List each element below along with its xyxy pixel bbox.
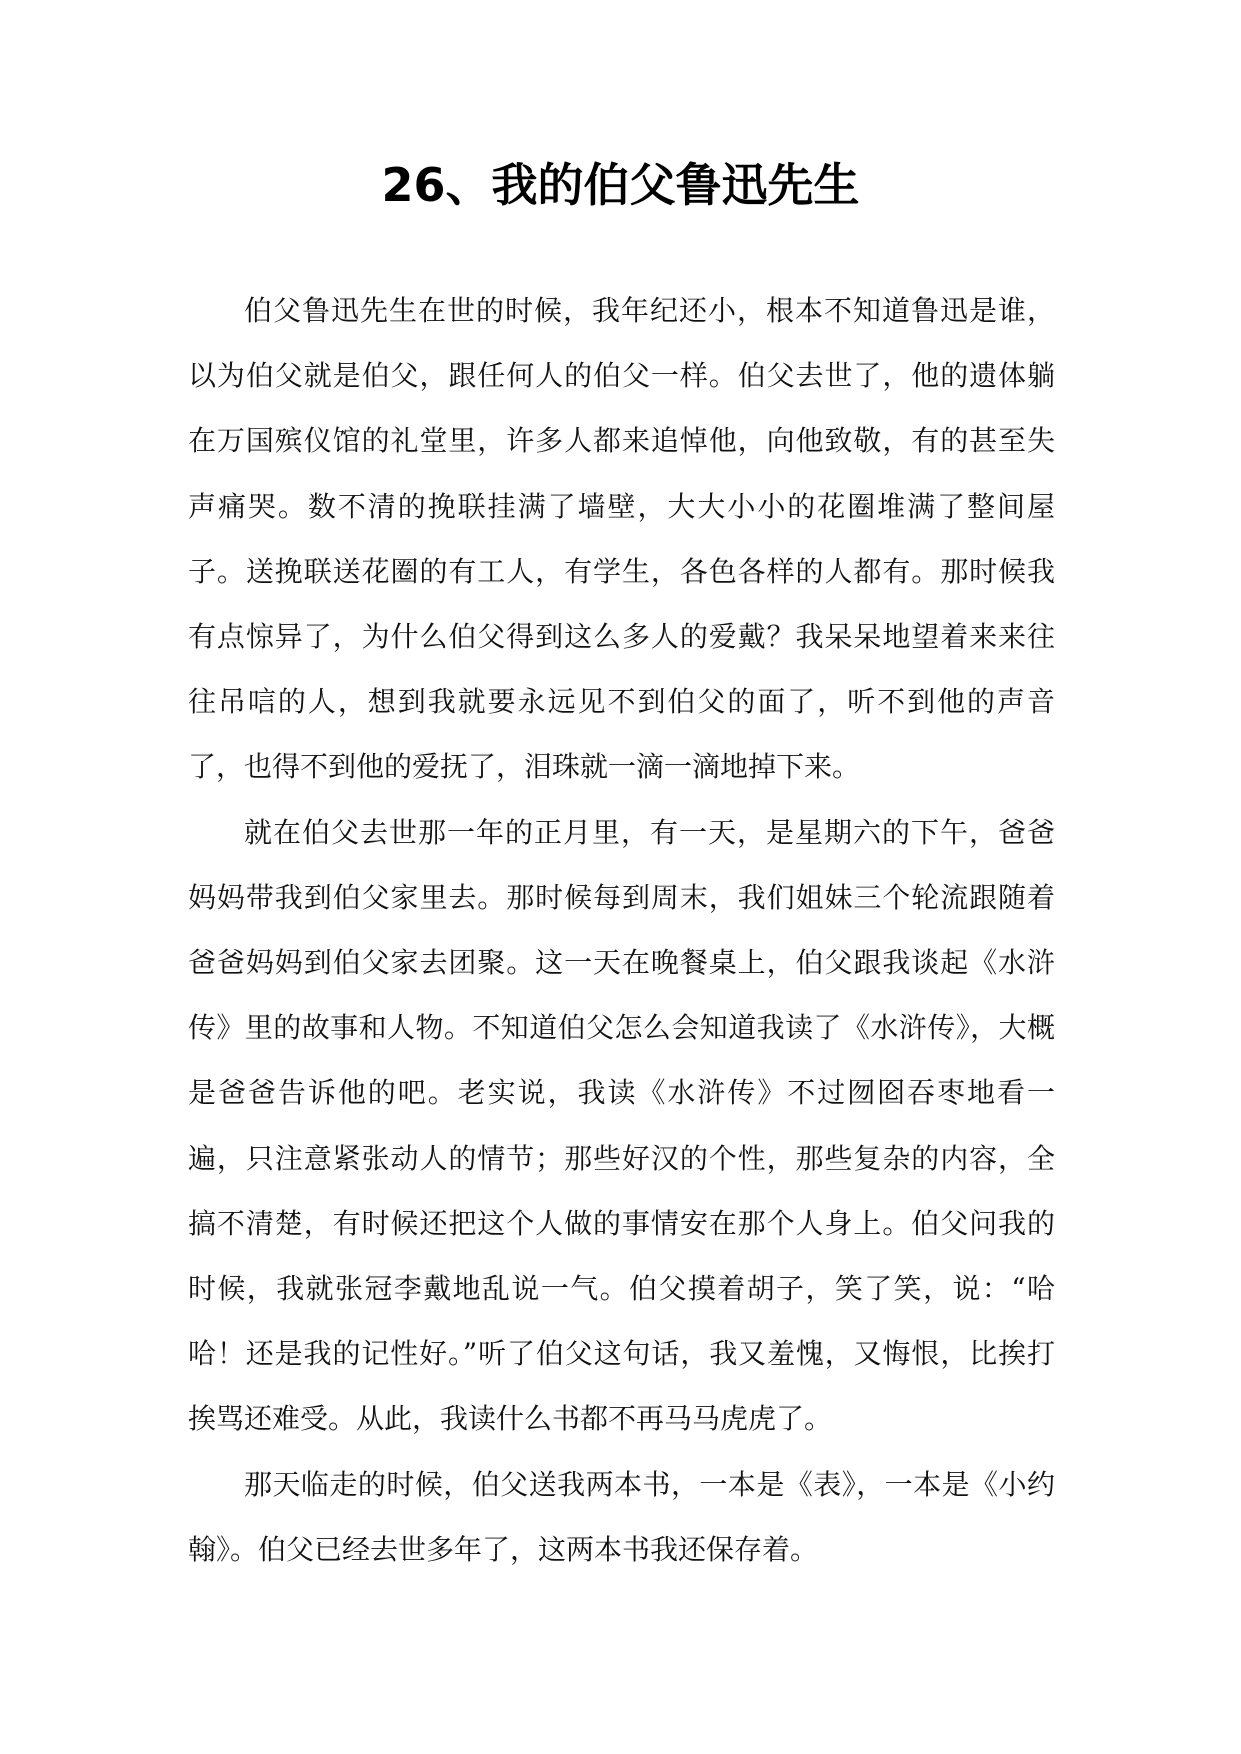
document-title: 26、我的伯父鲁迅先生 bbox=[381, 158, 860, 212]
paragraph-1: 伯父鲁迅先生在世的时候，我年纪还小，根本不知道鲁迅是谁，以为伯父就是伯父，跟任何人的伯父一样。伯父去世了，他的遗体躺在万国殡仪馆的礼堂里，许多人都来追悼他，向他致敬，有的甚至失声痛哭。数不清的挽联挂满了墙壁，大大小小的花圈堆满了整间屋子。送挽联送花圈的有工人，有学生，各色各样的人都有。那时候我有点惊异了，为什么伯父得到这么多人的爱戴？我呆呆地望着来来往往吊唁的人，想到我就要永远见不到伯父的面了，听不到他的声音了，也得不到他的爱抚了，泪珠就一滴一滴地掉下来。 bbox=[188, 294, 1055, 784]
paragraph-3: 那天临走的时候，伯父送我两本书，一本是《表》，一本是《小约翰》。伯父已经去世多年了，这两本书我还保存着。 bbox=[188, 1467, 1055, 1566]
paragraph-2: 就在伯父去世那一年的正月里，有一天，是星期六的下午，爸爸妈妈带我到伯父家里去。那时候每到周末，我们姐妹三个轮流跟随着爸爸妈妈到伯父家去团聚。这一天在晚餐桌上，伯父跟我谈起《水浒传》里的故事和人物。不知道伯父怎么会知道我读了《水浒传》，大概是爸爸告诉他的吧。老实说，我读《水浒传》不过囫囵吞枣地看一遍，只注意紧张动人的情节；那些好汉的个性，那些复杂的内容，全搞不清楚，有时候还把这个人做的事情安在那个人身上。伯父问我的时候，我就张冠李戴地乱说一气。伯父摸着胡子，笑了笑，说：“哈哈！还是我的记性好。”听了伯父这句话，我又羞愧，又悔恨，比挨打挨骂还难受。从此，我读什么书都不再马马虎虎了。 bbox=[188, 815, 1055, 1436]
document-body bbox=[188, 278, 1055, 1582]
